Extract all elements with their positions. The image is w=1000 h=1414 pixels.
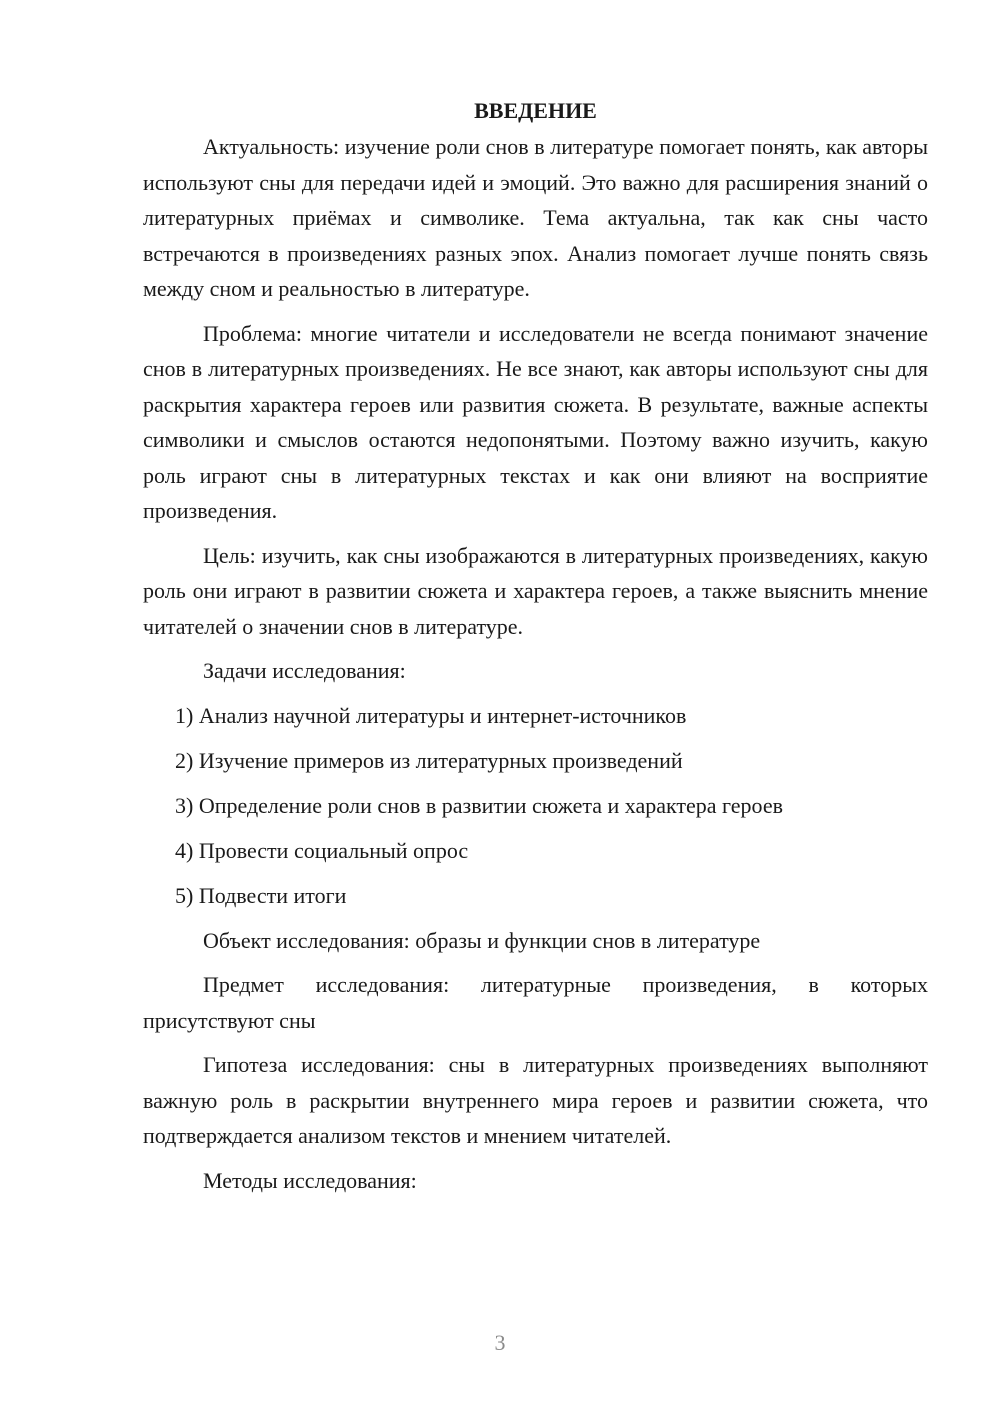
research-subject: Предмет исследования: литературные произведения, в которых присутствуют сны — [143, 972, 928, 1033]
page-number: 3 — [494, 1330, 506, 1355]
research-object: Объект исследования: образы и функции снов в литературе — [203, 927, 761, 953]
methods-heading: Методы исследования: — [203, 1167, 417, 1193]
section-title: ВВЕДЕНИЕ — [474, 98, 597, 123]
task-item: 3) Определение роли снов в развитии сюжета и характера героев — [175, 792, 783, 818]
page-content — [143, 93, 928, 1207]
goal-paragraph: Цель: изучить, как сны изображаются в литературных произведениях, какую роль они играют в развитии сюжета и характера героев, а также выяснить мнение читателей о значении снов в литературе. — [143, 542, 928, 639]
task-item: 5) Подвести итоги — [175, 882, 347, 908]
task-item: 2) Изучение примеров из литературных произведений — [175, 747, 683, 773]
relevance-paragraph: Актуальность: изучение роли снов в литературе помогает понять, как авторы используют сны для передачи идей и эмоций. Это важно для расширения знаний о литературных приёмах и символике. Тема актуальна, так как сны часто встречаются в произведениях разных эпох. Анализ помогает лучше понять связь между сном и реальностью в литературе. — [143, 134, 928, 301]
tasks-heading: Задачи исследования: — [203, 658, 406, 683]
task-item: 1) Анализ научной литературы и интернет-источников — [175, 702, 687, 728]
task-item: 4) Провести социальный опрос — [175, 837, 469, 863]
research-hypothesis: Гипотеза исследования: сны в литературных произведениях выполняют важную роль в раскрытии внутреннего мира героев и развитии сюжета, что подтверждается анализом текстов и мнением читателей. — [143, 1052, 928, 1148]
problem-paragraph: Проблема: многие читатели и исследователи не всегда понимают значение снов в литературных произведениях. Не все знают, как авторы используют сны для раскрытия характера героев или развития сюжета. В результате, важные аспекты символики и смыслов остаются недопонятыми. Поэтому важно изучить, какую роль играют сны в литературных текстах и как они влияют на восприятие произведения. — [143, 320, 928, 523]
tasks-list — [143, 698, 928, 914]
